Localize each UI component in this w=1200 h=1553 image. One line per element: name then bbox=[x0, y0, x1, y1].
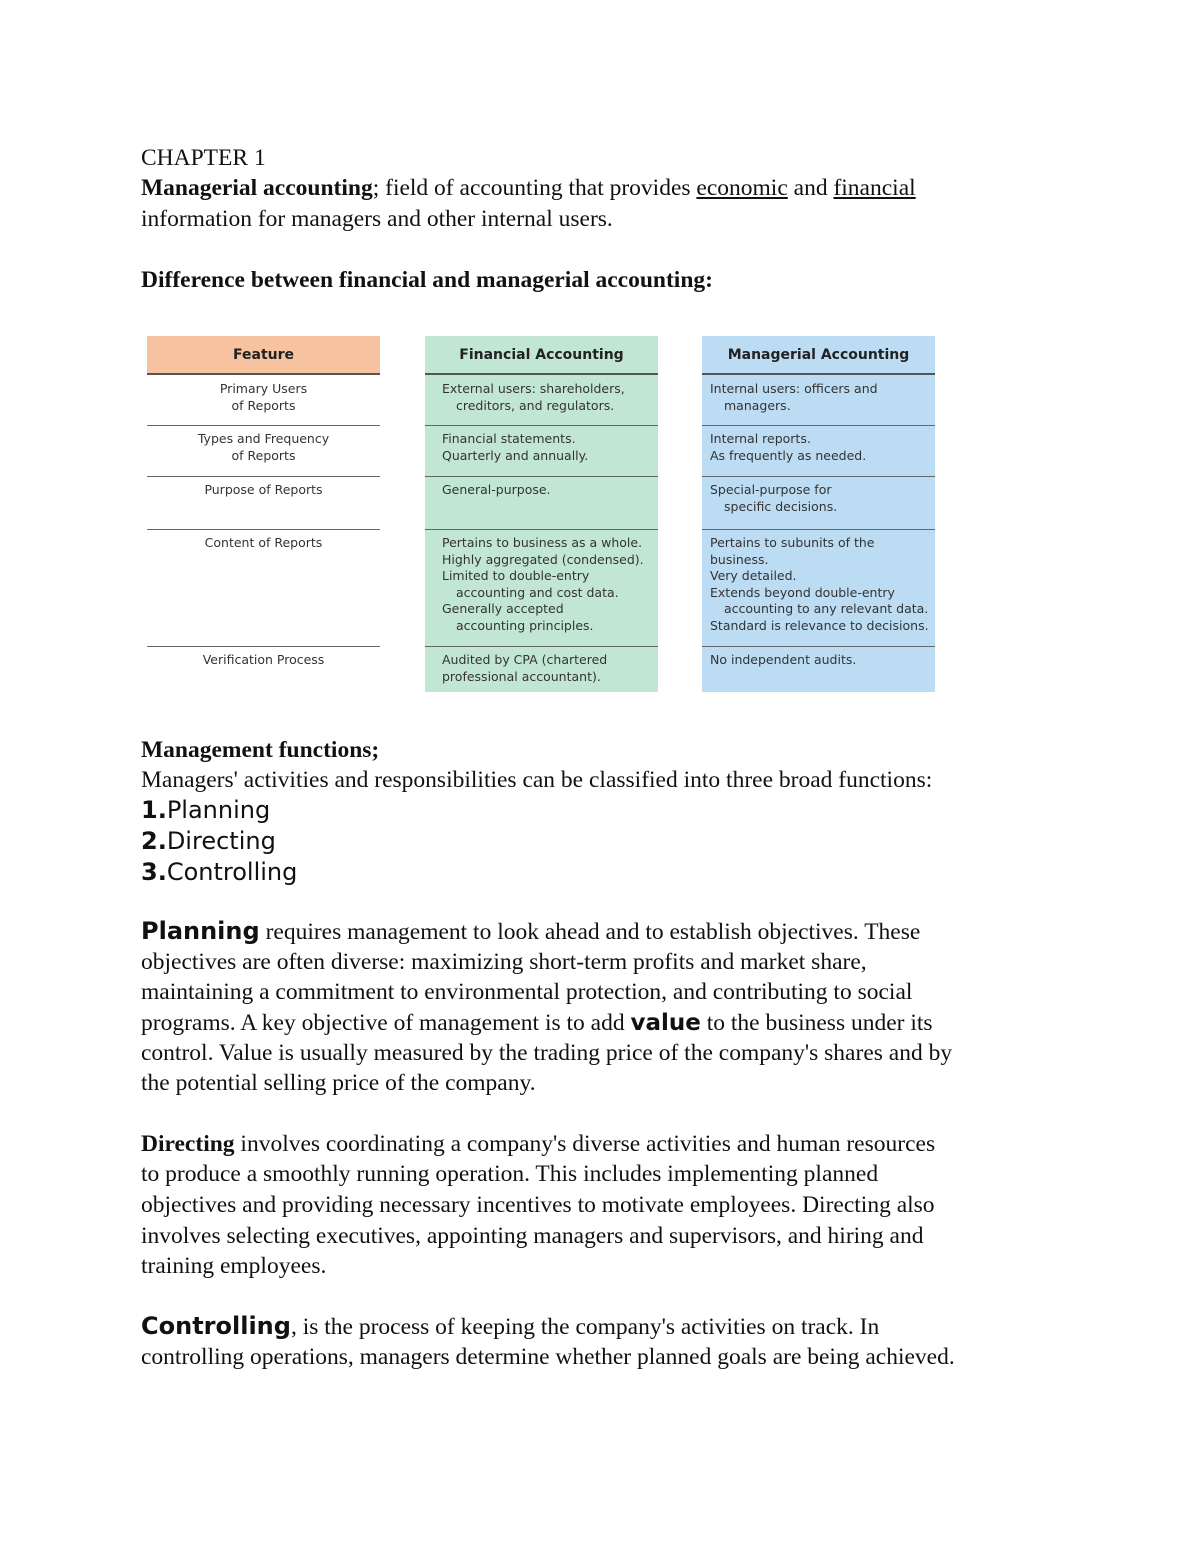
managerial-cell bbox=[702, 476, 935, 515]
cell-line: Audited by CPA (chartered bbox=[442, 652, 608, 667]
planning-line-3: maintaining a commitment to environmental protection, and contributing to social bbox=[141, 979, 913, 1005]
cell-line: accounting principles. bbox=[456, 617, 594, 633]
definition-line-1 bbox=[141, 173, 916, 204]
paragraph-text: , is the process of keeping the company's activities on track. In bbox=[290, 1314, 880, 1340]
feature-cell bbox=[147, 476, 380, 499]
cell-line: creditors, and regulators. bbox=[456, 397, 615, 413]
planning-line-2: objectives are often diverse: maximizing short-term profits and market share, bbox=[141, 949, 867, 975]
controlling-line-2: controlling operations, managers determine whether planned goals are being achieved. bbox=[141, 1344, 955, 1370]
list-label: Planning bbox=[166, 796, 271, 824]
planning-line-5: control. Value is usually measured by the trading price of the company's shares and by bbox=[141, 1040, 953, 1066]
paragraph-text: programs. A key objective of management is to add bbox=[141, 1010, 631, 1036]
cell-line: Limited to double-entry bbox=[442, 568, 590, 583]
cell-line: Generally accepted bbox=[442, 601, 564, 616]
directing-line-2: to produce a smoothly running operation. This includes implementing planned bbox=[141, 1161, 879, 1187]
term-controlling: Controlling bbox=[141, 1312, 291, 1340]
paragraph-text: requires management to look ahead and to establish objectives. These bbox=[259, 919, 921, 945]
cell-line: of Reports bbox=[231, 397, 296, 413]
financial-cell bbox=[425, 529, 658, 634]
directing-line-4: involves selecting executives, appointing managers and supervisors, and hiring and bbox=[141, 1223, 924, 1249]
managerial-header: Managerial Accounting bbox=[702, 336, 935, 375]
directing-line-1 bbox=[141, 1129, 935, 1160]
planning-line-4 bbox=[141, 1008, 933, 1039]
cell-line: Extends beyond double-entry bbox=[710, 584, 895, 600]
chapter-title: CHAPTER 1 bbox=[141, 145, 266, 171]
directing-line-5: training employees. bbox=[141, 1253, 327, 1279]
cell-line: Pertains to business as a whole. bbox=[442, 535, 643, 550]
planning-line-1 bbox=[141, 916, 920, 948]
underlined-financial: financial bbox=[833, 175, 916, 201]
managerial-column bbox=[702, 336, 935, 692]
term-directing: Directing bbox=[141, 1131, 235, 1157]
cell-line: Internal reports. bbox=[710, 431, 811, 446]
controlling-line-1 bbox=[141, 1311, 879, 1343]
cell-line: accounting and cost data. bbox=[456, 584, 619, 600]
cell-line: professional accountant). bbox=[442, 668, 601, 684]
feature-cell bbox=[147, 375, 380, 414]
cell-line: External users: shareholders, bbox=[442, 381, 625, 396]
paragraph-text: involves coordinating a company's diverse activities and human resources bbox=[234, 1131, 936, 1157]
managerial-cell bbox=[702, 646, 935, 669]
term-planning: Planning bbox=[141, 917, 260, 945]
financial-cell bbox=[425, 476, 658, 499]
list-label: Directing bbox=[166, 827, 276, 855]
financial-header: Financial Accounting bbox=[425, 336, 658, 375]
feature-cell bbox=[147, 529, 380, 552]
cell-line: Internal users: officers and bbox=[710, 381, 878, 396]
cell-line: managers. bbox=[724, 397, 791, 413]
feature-header: Feature bbox=[147, 336, 380, 375]
difference-heading: Difference between financial and managerial accounting: bbox=[141, 267, 713, 293]
underlined-economic: economic bbox=[696, 175, 788, 201]
list-item-controlling bbox=[141, 857, 297, 888]
cell-line: Financial statements. bbox=[442, 431, 576, 446]
managerial-cell bbox=[702, 425, 935, 464]
list-item-planning bbox=[141, 795, 270, 826]
comparison-table bbox=[147, 336, 937, 692]
cell-line: Primary Users bbox=[219, 381, 308, 396]
cell-line: accounting to any relevant data. bbox=[724, 601, 929, 616]
cell-line: No independent audits. bbox=[710, 652, 857, 667]
definition-line-2: information for managers and other internal users. bbox=[141, 206, 613, 232]
cell-line: General-purpose. bbox=[442, 482, 551, 497]
cell-line: specific decisions. bbox=[724, 498, 838, 514]
cell-line: Verification Process bbox=[202, 652, 325, 667]
feature-cell bbox=[147, 646, 380, 669]
financial-cell bbox=[425, 425, 658, 464]
cell-line: of Reports bbox=[231, 447, 296, 463]
feature-column bbox=[147, 336, 380, 692]
term-managerial-accounting: Managerial accounting bbox=[141, 175, 373, 201]
list-number: 2. bbox=[141, 827, 167, 855]
financial-cell bbox=[425, 375, 658, 414]
feature-cell bbox=[147, 425, 380, 464]
definition-text-a: ; field of accounting that provides bbox=[372, 175, 697, 201]
list-number: 1. bbox=[141, 796, 167, 824]
cell-line: Types and Frequency bbox=[197, 431, 330, 446]
managerial-cell bbox=[702, 529, 935, 634]
list-item-directing bbox=[141, 826, 276, 857]
management-functions-intro: Managers' activities and responsibilities can be classified into three broad functions: bbox=[141, 767, 933, 793]
planning-line-6: the potential selling price of the company. bbox=[141, 1070, 536, 1096]
cell-line: As frequently as needed. bbox=[710, 447, 867, 463]
financial-cell bbox=[425, 646, 658, 685]
managerial-cell bbox=[702, 375, 935, 414]
cell-line: Purpose of Reports bbox=[204, 482, 323, 497]
list-number: 3. bbox=[141, 858, 167, 886]
list-label: Controlling bbox=[166, 858, 298, 886]
cell-line: Highly aggregated (condensed). bbox=[442, 551, 644, 567]
directing-line-3: objectives and providing necessary incentives to motivate employees. Directing also bbox=[141, 1192, 935, 1218]
paragraph-text: to the business under its bbox=[700, 1010, 933, 1036]
cell-line: Standard is relevance to decisions. bbox=[710, 617, 929, 633]
management-functions-heading: Management functions; bbox=[141, 737, 380, 763]
cell-line: Pertains to subunits of the business. bbox=[710, 535, 875, 567]
definition-and: and bbox=[787, 175, 834, 201]
cell-line: Special-purpose for bbox=[710, 482, 832, 497]
term-value: value bbox=[630, 1010, 701, 1036]
cell-line: Content of Reports bbox=[204, 535, 323, 550]
cell-line: Quarterly and annually. bbox=[442, 447, 589, 463]
financial-column bbox=[425, 336, 658, 692]
cell-line: Very detailed. bbox=[710, 568, 797, 583]
